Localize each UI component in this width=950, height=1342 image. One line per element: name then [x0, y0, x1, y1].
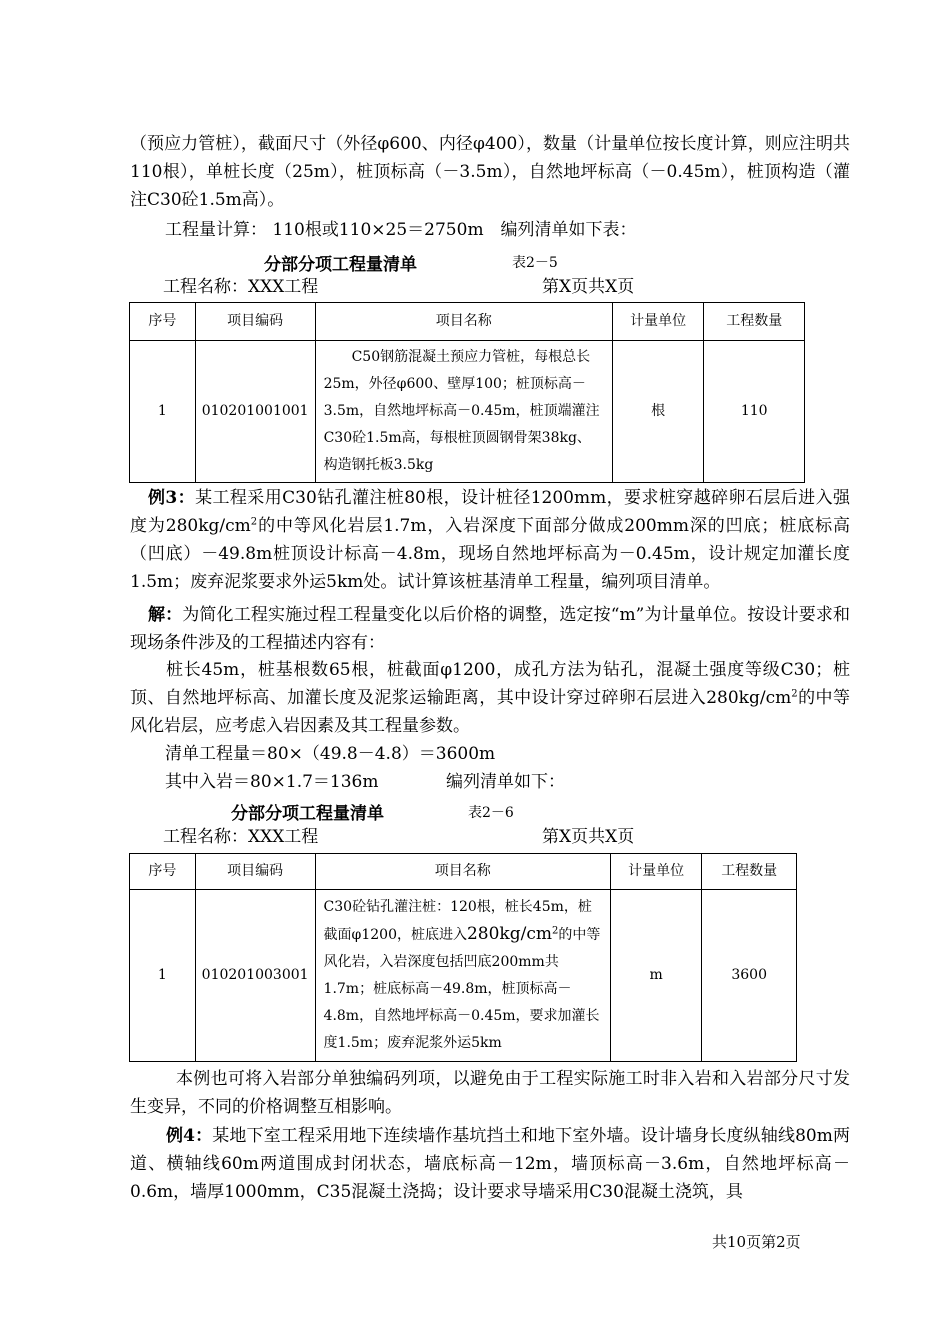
table2-title: 分部分项工程量清单: [231, 804, 384, 824]
quantity-table-1: [129, 302, 805, 483]
header-name: 项目名称: [315, 303, 612, 341]
example4-paragraph: [130, 1122, 850, 1206]
cell-unit: 根: [612, 341, 704, 483]
intro-calc: 工程量计算： 110根或110×25＝2750m 编列清单如下表：: [165, 220, 637, 240]
example4-label: 例4：: [166, 1126, 213, 1146]
table2-number: 表2－6: [468, 805, 514, 821]
header-seq: 序号: [130, 303, 196, 341]
header-code: 项目编码: [195, 854, 315, 890]
cell-code: 010201001001: [195, 341, 315, 483]
cell-name-big: 280kg/cm: [466, 924, 552, 944]
note-paragraph: 本例也可将入岩部分单独编码列项，以避免由于工程实际施工时非入岩和入岩部分尺寸发生变异，不同的价格调整互相影响。: [130, 1069, 850, 1117]
header-unit: 计量单位: [610, 854, 701, 890]
cell-qty: 110: [704, 341, 805, 483]
example3-text-a: 某工程采用C30钻孔灌注桩80根，设计桩径1200mm，要求桩穿越碎卵石层后进入强度为280kg/cm: [130, 488, 850, 536]
solution-label: 解：: [148, 605, 183, 625]
table-header-row: [130, 854, 797, 890]
solution-desc-b: 的中等风化岩层，应考虑入岩因素及其工程量参数。: [130, 688, 851, 736]
table-row: [130, 341, 805, 483]
solution-calc2: 其中入岩＝80×1.7＝136m: [165, 772, 379, 792]
header-unit: 计量单位: [612, 303, 704, 341]
solution-description: [130, 656, 850, 740]
cell-name: [315, 890, 610, 1062]
solution-text: 为简化工程实施过程工程量变化以后价格的调整，选定按“m”为计量单位。按设计要求和现场条件涉及的工程描述内容有：: [130, 605, 850, 653]
cell-qty: 3600: [702, 890, 797, 1062]
header-name: 项目名称: [315, 854, 610, 890]
example3-sup: 2: [250, 516, 258, 528]
example3-label: 例3：: [148, 488, 196, 508]
cell-name-b: 的中等风化岩，入岩深度包括凹底200mm共1.7m；桩底标高－49.8m，桩顶标高－4.8m，自然地坪标高－0.45m，要求加灌长度1.5m；废弃泥浆外运5km: [323, 927, 601, 1051]
page-footer: 共10页第2页: [712, 1233, 801, 1251]
example3-text-b: 的中等风化岩层1.7m，入岩深度下面部分做成200mm深的凹底；桩底标高（凹底）－49.8m桩顶设计标高－4.8m，现场自然地坪标高为－0.45m，设计规定加灌长度1.5m；废弃泥浆要求外运5km处。试计算该桩基清单工程量，编列项目清单。: [130, 516, 851, 592]
solution-desc-sup: 2: [791, 688, 798, 700]
solution-paragraph: [130, 601, 850, 657]
header-seq: 序号: [130, 854, 196, 890]
table1-page-info: 第X页共X页: [542, 277, 635, 297]
table-row: [130, 890, 797, 1062]
table1-number: 表2－5: [512, 255, 558, 271]
table2-project-name: 工程名称：XXX工程: [163, 827, 319, 847]
solution-calc1: 清单工程量＝80×（49.8－4.8）＝3600m: [165, 744, 496, 764]
cell-seq: 1: [130, 890, 196, 1062]
table1-title: 分部分项工程量清单: [264, 255, 417, 275]
cell-code: 010201003001: [195, 890, 315, 1062]
table-header-row: [130, 303, 805, 341]
header-qty: 工程数量: [702, 854, 797, 890]
cell-name-sup: 2: [551, 925, 559, 937]
cell-unit: m: [610, 890, 701, 1062]
intro-paragraph: （预应力管桩），截面尺寸（外径φ600、内径φ400），数量（计量单位按长度计算，则应注明共110根），单桩长度（25m），桩顶标高（－3.5m），自然地坪标高（－0.45m），桩顶构造（灌注C30砼1.5m高）。: [130, 134, 850, 210]
example3-paragraph: [130, 484, 850, 596]
header-code: 项目编码: [195, 303, 315, 341]
cell-name: C50钢筋混凝土预应力管桩，每根总长25m，外径φ600、壁厚100；桩顶标高－3.5m，自然地坪标高－0.45m，桩顶端灌注C30砼1.5m高，每根桩顶圆钢骨架38kg、构造钢托板3.5kg: [315, 341, 612, 483]
cell-seq: 1: [130, 341, 196, 483]
solution-calc2-tail: 编列清单如下：: [446, 772, 565, 792]
table1-project-name: 工程名称：XXX工程: [163, 277, 319, 297]
table2-page-info: 第X页共X页: [542, 827, 635, 847]
solution-desc-a: 桩长45m，桩基根数65根，桩截面φ1200，成孔方法为钻孔，混凝土强度等级C30；桩顶、自然地坪标高、加灌长度及泥浆运输距离，其中设计穿过碎卵石层进入280kg/cm: [130, 660, 850, 708]
cell-name-a: C30砼钻孔灌注桩：120根，桩长45m，桩截面φ1200，桩底进入: [323, 899, 592, 943]
header-qty: 工程数量: [704, 303, 805, 341]
quantity-table-2: [129, 853, 797, 1062]
example4-text: 某地下室工程采用地下连续墙作基坑挡土和地下室外墙。设计墙身长度纵轴线80m两道、横轴线60m两道围成封闭状态，墙底标高－12m，墙顶标高－3.6m，自然地坪标高－0.6m，墙厚1000mm，C35混凝土浇捣；设计要求导墙采用C30混凝土浇筑，具: [130, 1126, 850, 1202]
